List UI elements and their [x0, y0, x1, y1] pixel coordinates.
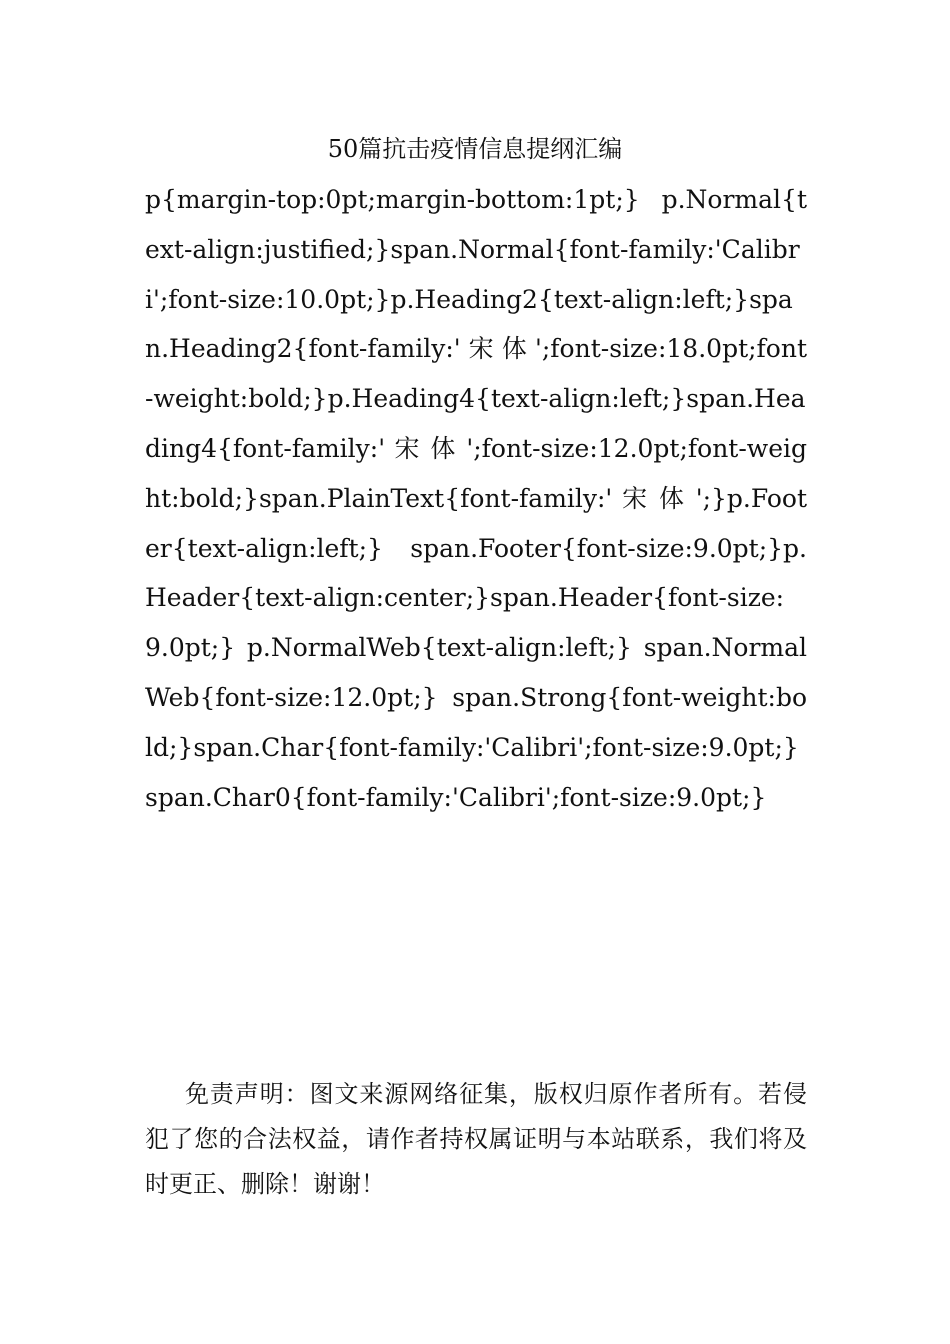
document-body: p{margin-top:0pt;margin-bottom:1pt;} p.Normal{text-align:justified;}span.Normal{font-family:'Calibri';font-size:10.0pt;}p.Heading2{text-align:left;}span.Heading2{font-family:' 宋 体 ';font-size:18.0pt;font-weight:bold;}p.Heading4{text-align:left;}span.Heading4{font-family:' 宋 体 ';font-size:12.0pt;font-weight:bold;}span.PlainText{font-family:' 宋 体 ';}p.Footer{text-align:left;} span.Footer{font-size:9.0pt;}p.Header{text-align:center;}span.Header{font-size:9.0pt;} p.NormalWeb{text-align:left;} span.NormalWeb{font-size:12.0pt;} span.Strong{font-weight:bold;}span.Char{font-family:'Calibri';font-size:9.0pt;}span.Char0{font-family:'Calibri';font-size:9.0pt;}	[145, 185, 807, 812]
document-title: 50篇抗击疫情信息提纲汇编	[327, 135, 623, 163]
disclaimer-text: 免责声明：图文来源网络征集，版权归原作者所有。若侵犯了您的合法权益，请作者持权属证明与本站联系，我们将及时更正、删除！谢谢！	[145, 1080, 807, 1198]
